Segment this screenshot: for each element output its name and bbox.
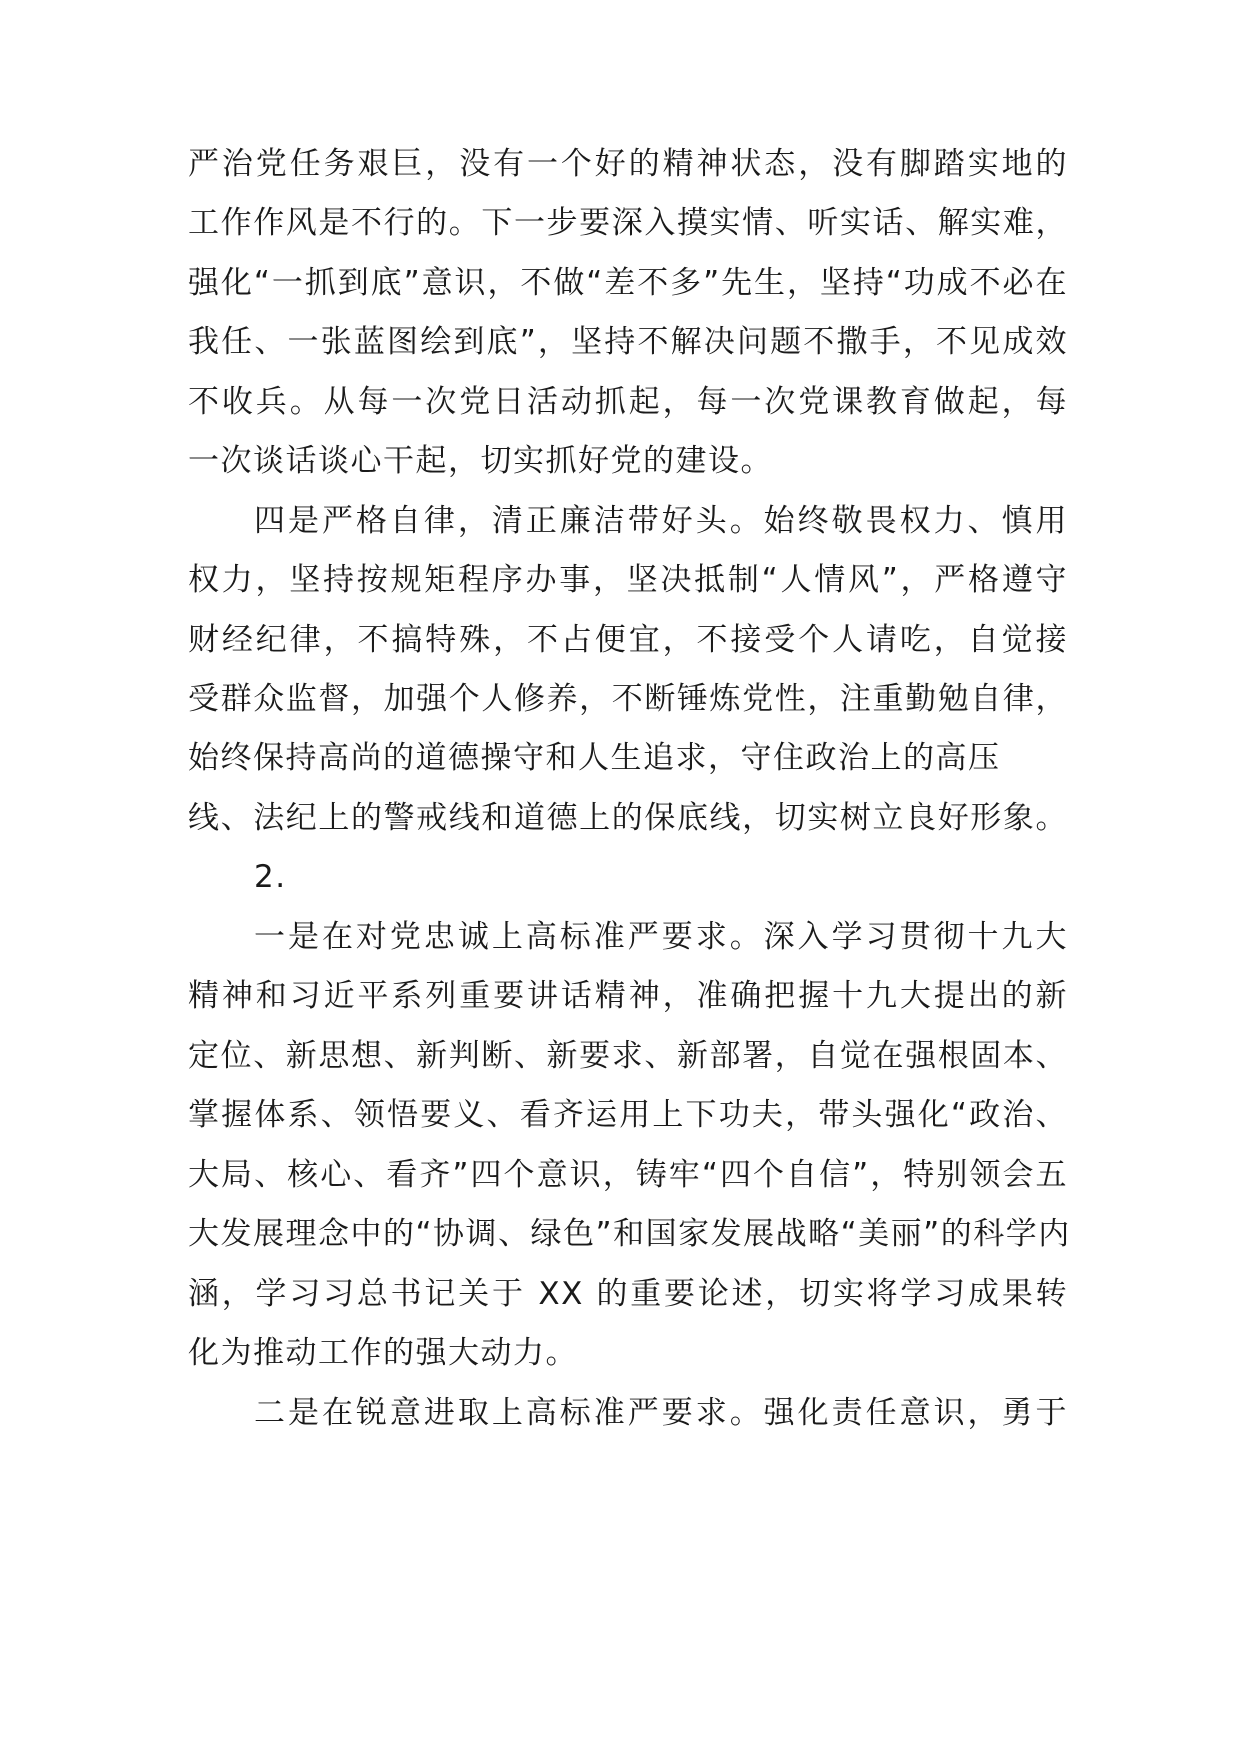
text-line: 大发展理念中的“协调、绿色”和国家发展战略“美丽”的科学内 [188, 1216, 1071, 1252]
section-number: 2. [254, 859, 287, 895]
paragraph-first-line: 一是在对党忠诚上高标准严要求。深入学习贯彻十九大 [254, 919, 1068, 955]
text-line: 大局、核心、看齐”四个意识，铸牢“四个自信”，特别领会五 [188, 1157, 1068, 1193]
text-line: 严治党任务艰巨，没有一个好的精神状态，没有脚踏实地的 [188, 146, 1068, 182]
paragraph-first-line: 四是严格自律，清正廉洁带好头。始终敬畏权力、慎用 [254, 503, 1068, 539]
text-line: 我任、一张蓝图绘到底”，坚持不解决问题不撒手，不见成效 [188, 324, 1068, 360]
text-line: 始终保持高尚的道德操守和人生追求，守住政治上的高压 [188, 740, 1001, 776]
text-line: 权力，坚持按规矩程序办事，坚决抵制“人情风”，严格遵守 [188, 562, 1068, 598]
text-line: 受群众监督，加强个人修养，不断锤炼党性，注重勤勉自律， [188, 681, 1068, 717]
text-line: 一次谈话谈心干起，切实抓好党的建设。 [188, 443, 773, 479]
text-line: 涵，学习习总书记关于 XX 的重要论述，切实将学习成果转 [188, 1276, 1068, 1312]
text-line: 工作作风是不行的。下一步要深入摸实情、听实话、解实难， [188, 205, 1068, 241]
text-line: 掌握体系、领悟要义、看齐运用上下功夫，带头强化“政治、 [188, 1097, 1068, 1133]
text-line: 强化“一抓到底”意识，不做“差不多”先生，坚持“功成不必在 [188, 265, 1068, 301]
text-line: 线、法纪上的警戒线和道德上的保底线，切实树立良好形象。 [188, 800, 1068, 836]
text-line: 化为推动工作的强大动力。 [188, 1335, 578, 1371]
text-line: 定位、新思想、新判断、新要求、新部署，自觉在强根固本、 [188, 1038, 1068, 1074]
text-line: 不收兵。从每一次党日活动抓起，每一次党课教育做起，每 [188, 384, 1068, 420]
text-line: 财经纪律，不搞特殊，不占便宜，不接受个人请吃，自觉接 [188, 622, 1068, 658]
paragraph-first-line: 二是在锐意进取上高标准严要求。强化责任意识，勇于 [254, 1395, 1068, 1431]
text-line: 精神和习近平系列重要讲话精神，准确把握十九大提出的新 [188, 978, 1068, 1014]
